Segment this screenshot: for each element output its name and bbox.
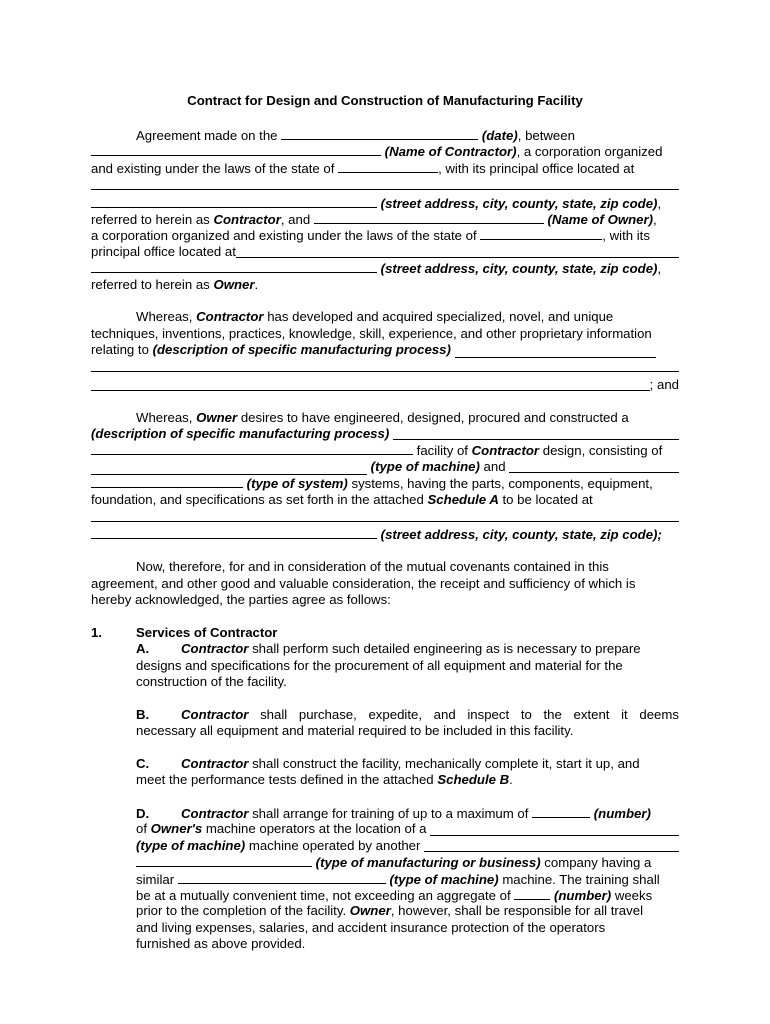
owner-term: Owner — [349, 903, 391, 919]
process-label: (description of specific manufacturing process) — [152, 342, 451, 358]
contractor-name-blank[interactable] — [91, 143, 381, 156]
contractor-term: Contractor — [196, 309, 264, 325]
process-blank-2[interactable] — [91, 360, 679, 372]
contractor-term: Contractor — [213, 211, 281, 227]
intro-text: principal office located at — [91, 243, 236, 259]
clause-letter: D. — [136, 806, 150, 822]
whereas-text: to be located at — [502, 491, 593, 507]
owner-name-blank[interactable] — [314, 211, 544, 224]
similar-machine-blank[interactable] — [178, 871, 386, 884]
date-blank[interactable] — [281, 127, 478, 140]
intro-text: , between — [517, 128, 575, 143]
intro-text: , and — [280, 211, 311, 227]
machine-label: (type of machine) — [370, 458, 480, 474]
address-label: (street address, city, county, state, zip code); — [380, 527, 662, 543]
document-title: Contract for Design and Construction of Manufacturing Facility — [187, 93, 583, 108]
owners-term: Owner's — [150, 821, 203, 837]
consideration-text: hereby acknowledged, the parties agree as follows: — [91, 591, 391, 607]
whereas-text: techniques, inventions, practices, knowledge, skill, experience, and other proprietary information — [91, 325, 652, 341]
whereas-text: relating to — [91, 342, 149, 358]
intro-text: referred to herein as — [91, 276, 210, 292]
number-label: (number) — [593, 806, 651, 822]
clause-text: company having a — [544, 855, 652, 871]
owner-address-blank-2[interactable] — [91, 260, 377, 273]
process-blank[interactable] — [455, 345, 656, 358]
section-services — [91, 625, 679, 953]
whereas-text: facility of — [416, 443, 468, 459]
clause-text: machine. The training shall — [502, 871, 660, 887]
contractor-term: Contractor — [471, 443, 540, 459]
clause-text: deems — [639, 706, 679, 722]
section-heading: Services of Contractor — [136, 624, 278, 640]
contractor-term: Contractor — [181, 806, 249, 822]
owner-address-blank[interactable] — [236, 245, 679, 258]
clause-text: expedite, — [368, 706, 422, 722]
intro-text: a corporation organized and existing under the laws of the state of — [91, 228, 477, 244]
system-label: (type of system) — [246, 476, 348, 492]
clause-text: inspect — [467, 706, 510, 722]
clause-text: and living expenses, salaries, and accident insurance protection of the operators — [136, 919, 606, 935]
machine-blank[interactable] — [91, 462, 367, 475]
clause-text: it — [621, 706, 628, 722]
owner-name-label: (Name of Owner) — [547, 211, 654, 227]
schedule-b-term: Schedule B — [437, 772, 510, 788]
clause-text: weeks — [614, 887, 653, 903]
schedule-a-term: Schedule A — [427, 491, 499, 507]
whereas-text: has developed and acquired specialized, novel, and unique — [267, 309, 614, 325]
whereas-text: Whereas, — [136, 409, 193, 425]
section-number: 1. — [91, 624, 102, 640]
intro-text: and existing under the laws of the state of — [91, 160, 335, 176]
clause-text: necessary all equipment and material required to be included in this facility. — [136, 723, 574, 739]
intro-text: referred to herein as — [91, 211, 210, 227]
number-label: (number) — [553, 887, 612, 903]
consideration-text: agreement, and other good and valuable consideration, the receipt and sufficiency of which is — [91, 575, 636, 591]
operators-number-blank[interactable] — [532, 805, 590, 818]
clause-text: construction of the facility. — [136, 673, 287, 689]
whereas-text: desires to have engineered, designed, procured and constructed a — [240, 409, 629, 425]
consideration-text: Now, therefore, for and in consideration of the mutual covenants contained in this — [136, 559, 609, 575]
contractor-term: Contractor — [181, 706, 249, 722]
contractor-address-blank[interactable] — [91, 178, 679, 190]
clause-text: and — [433, 706, 456, 722]
contractor-name-label: (Name of Contractor) — [384, 144, 517, 160]
facility-address-blank[interactable] — [91, 510, 679, 522]
clause-text: meet the performance tests defined in the attached — [136, 772, 434, 788]
clause-d — [91, 805, 679, 953]
machine-label: (type of machine) — [136, 837, 246, 853]
clause-text: be at a mutually convenient time, not exceeding an aggregate of — [136, 887, 511, 903]
address-label: (street address, city, county, state, zip code) — [380, 261, 658, 277]
business-label: (type of manufacturing or business) — [315, 855, 541, 871]
whereas-text: ; and — [649, 376, 679, 392]
clause-text: designs and specifications for the procurement of all equipment and material for the — [136, 657, 623, 673]
weeks-number-blank[interactable] — [514, 887, 550, 900]
clause-text: to — [520, 706, 532, 722]
clause-text: shall perform such detailed engineering as is necessary to prepare — [252, 641, 641, 657]
clause-text: shall — [260, 706, 288, 722]
business-type-blank[interactable] — [136, 854, 312, 867]
clause-letter: C. — [136, 755, 150, 771]
training-location-blank[interactable] — [430, 823, 679, 836]
whereas-text: systems, having the parts, components, equipment, — [351, 476, 653, 492]
clause-text: purchase, — [298, 706, 357, 722]
system-blank-2[interactable] — [91, 475, 243, 488]
clause-c — [91, 756, 679, 789]
clause-text: machine operators at the location of a — [205, 821, 427, 837]
agreement-paragraph: Agreement made on the (date), between (Name of Contractor), a corporation organized and existing under the laws of the state of , with its principal office located at (street address, city, county, state, zip code), referred to herein as Contractor, and (Name of Owner), a corporation organized and existing under the laws of the state of , with its principal office located at (street address, city, county, state, zip code), referred to herein as Owner. — [91, 127, 679, 293]
whereas-contractor-paragraph — [91, 309, 679, 393]
clause-text: extent — [573, 706, 610, 722]
whereas-text: and — [483, 458, 506, 474]
operator-company-blank[interactable] — [424, 839, 679, 852]
whereas-text: foundation, and specifications as set forth in the attached — [91, 491, 424, 507]
clause-text: furnished as above provided. — [136, 936, 306, 952]
clause-text: of — [136, 821, 147, 837]
clause-text: shall arrange for training of up to a maximum of — [252, 806, 529, 822]
clause-letter: B. — [136, 706, 150, 722]
contractor-address-blank-2[interactable] — [91, 195, 377, 208]
clause-text: , however, shall be responsible for all travel — [390, 903, 644, 919]
contractor-state-blank[interactable] — [338, 160, 438, 173]
process-label: (description of specific manufacturing process) — [91, 426, 390, 442]
clause-text: shall construct the facility, mechanically complete it, start it up, and — [252, 755, 640, 771]
intro-text: , a corporation organized — [516, 144, 663, 160]
machine-label: (type of machine) — [389, 871, 499, 887]
contractor-term: Contractor — [181, 755, 249, 771]
system-blank[interactable] — [509, 460, 679, 473]
whereas-text: design, consisting of — [542, 443, 663, 459]
clause-b — [91, 707, 679, 740]
process-blank-2[interactable] — [91, 442, 413, 455]
date-label: (date) — [481, 128, 518, 143]
clause-text: machine operated by another — [248, 837, 421, 853]
whereas-text: Whereas, — [136, 309, 193, 325]
clause-a — [91, 641, 679, 690]
clause-text: the — [543, 706, 562, 722]
facility-address-blank-2[interactable] — [91, 526, 377, 539]
clause-letter: A. — [136, 641, 150, 657]
clause-text: similar — [136, 871, 175, 887]
owner-term: Owner — [196, 409, 238, 425]
clause-text: prior to the completion of the facility. — [136, 903, 347, 919]
owner-state-blank[interactable] — [480, 227, 602, 240]
owner-term: Owner — [213, 276, 255, 292]
document-page — [91, 93, 679, 953]
consideration-paragraph — [91, 559, 679, 608]
intro-text: , with its — [602, 228, 650, 244]
address-label: (street address, city, county, state, zip code) — [380, 195, 658, 211]
clause-text: . — [509, 772, 513, 788]
intro-text: , with its principal office located at — [438, 160, 635, 176]
process-blank[interactable] — [393, 427, 679, 440]
contractor-term: Contractor — [181, 641, 249, 657]
process-blank-3[interactable] — [91, 378, 650, 391]
intro-text: . — [254, 276, 259, 292]
whereas-owner-paragraph — [91, 410, 679, 543]
intro-text: Agreement made on the — [136, 128, 278, 143]
